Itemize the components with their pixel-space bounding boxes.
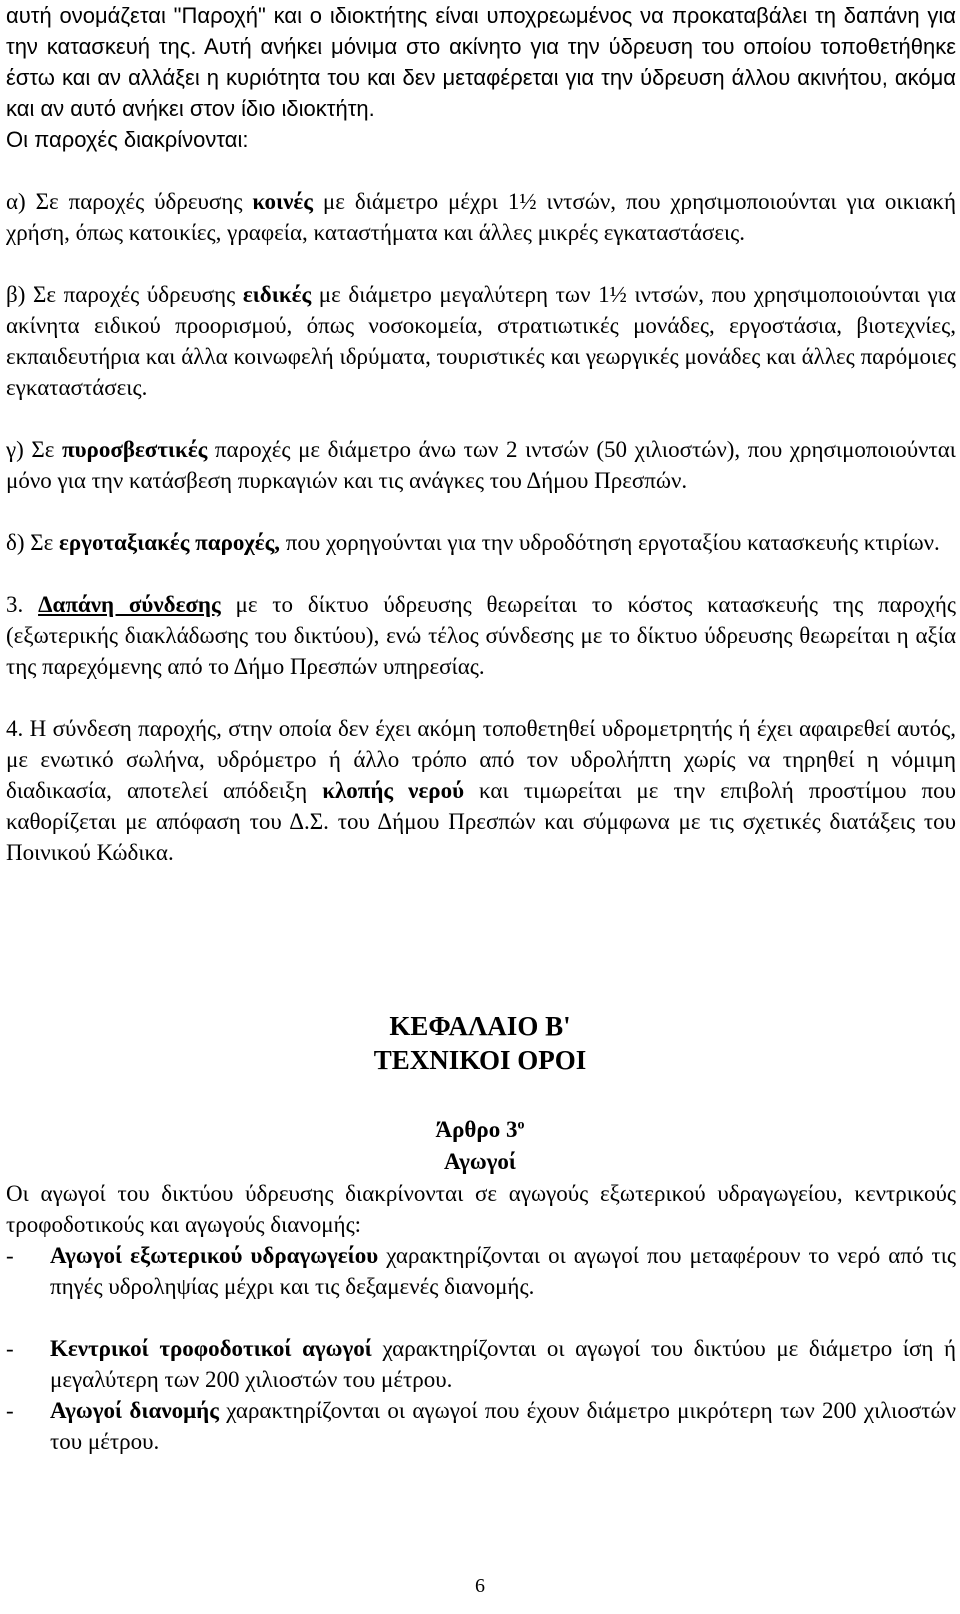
article-title: Αγωγοί [443, 1149, 517, 1174]
type-d-rest: που χορηγούνται για την υδροδότηση εργοταξίου κατασκευής κτιρίων. [280, 530, 940, 555]
item-4-prefix: 4. Η σύνδεση παροχής, στην οποία δεν έχει ακόμη τοποθετηθεί υδρομετρητής ή έχει αφαιρεθεί αυτός, με ενωτικό σωλήνα, υδρόμετρο ή άλλο τρόπο από τον υδρολήπτη χωρίς να τηρηθεί η νόμιμη διαδικασία, αποτελεί απόδειξη [6, 716, 956, 803]
item-4-bold: κλοπής νερού [322, 778, 465, 803]
page-number: 6 [475, 1575, 485, 1597]
bullet-item [6, 1240, 956, 1302]
type-a-rest: με διάμετρο μέχρι 1½ ιντσών, που χρησιμοποιούνται για οικιακή χρήση, όπως κατοικίες, γραφεία, καταστήματα και άλλες μικρές εγκαταστάσεις. [6, 189, 957, 245]
article-heading [0, 1114, 960, 1145]
bullet-bold: Αγωγοί διανομής [50, 1398, 219, 1423]
item-4-paragraph [6, 713, 956, 868]
bullet-dash: - [6, 1398, 14, 1423]
bullet-rest: χαρακτηρίζονται οι αγωγοί που έχουν διάμετρο μικρότερη των 200 χιλιοστών του μέτρου. [50, 1398, 956, 1454]
type-d-bold: εργοταξιακές παροχές, [59, 530, 281, 555]
type-c-bold: πυροσβεστικές [62, 437, 208, 462]
bullet-text [50, 1395, 956, 1457]
bullet-text [50, 1240, 956, 1302]
types-intro-text: Οι παροχές διακρίνονται: [6, 127, 249, 152]
type-d-prefix: δ) Σε [6, 530, 60, 555]
type-b-rest: με διάμετρο μεγαλύτερη των 1½ ιντσών, που χρησιμοποιούνται για ακίνητα ειδικού προορισμού, όπως νοσοκομεία, στρατιωτικές μονάδες, εργοστάσια, βιοτεχνίες, εκπαιδευτήρια και άλλα κοινωφελή ιδρύματα, τουριστικές και γεωργικές μονάδες και άλλες παρόμοιες εγκαταστάσεις. [6, 282, 956, 400]
type-c-prefix: γ) Σε [6, 437, 62, 462]
bullet-dash: - [6, 1336, 14, 1361]
type-b-bold: ειδικές [242, 282, 312, 307]
type-b-prefix: β) Σε παροχές ύδρευσης [6, 282, 243, 307]
bullet-rest: χαρακτηρίζονται οι αγωγοί του δικτύου με διάμετρο ίση ή μεγαλύτερη των 200 χιλιοστών του μέτρου. [50, 1336, 956, 1392]
item-3-paragraph [6, 589, 956, 682]
bullet-rest: χαρακτηρίζονται οι αγωγοί που μεταφέρουν το νερό από τις πηγές υδροληψίας μέχρι και τις δεξαμενές διανομής. [50, 1243, 956, 1299]
chapter-title: ΤΕΧΝΙΚΟΙ ΟΡΟΙ [373, 1045, 587, 1075]
article-ordinal: ο [517, 1117, 525, 1133]
type-c-rest: παροχές με διάμετρο άνω των 2 ιντσών (50 χιλιοστών), που χρησιμοποιούνται μόνο για την κατάσβεση πυρκαγιών και τις ανάγκες του Δήμου Πρεσπών. [6, 437, 956, 493]
type-a-paragraph [6, 186, 956, 248]
chapter-number: ΚΕΦΑΛΑΙΟ Β' [389, 1011, 571, 1041]
type-a-bold: κοινές [252, 189, 313, 214]
type-c-paragraph [6, 434, 956, 496]
item-4-rest: και τιμωρείται με την επιβολή προστίμου που καθορίζεται με απόφαση του Δ.Σ. του Δήμου Πρεσπών και σύμφωνα με τις σχετικές διατάξεις του Ποινικού Κώδικα. [6, 778, 956, 865]
type-b-paragraph [6, 279, 956, 403]
item-3-bold: Δαπάνη σύνδεσης [38, 592, 221, 617]
bullet-item [6, 1395, 956, 1457]
type-a-prefix: α) Σε παροχές ύδρευσης [6, 189, 253, 214]
bullet-dash: - [6, 1243, 14, 1268]
bullet-bold: Αγωγοί εξωτερικού υδραγωγείου [50, 1243, 379, 1268]
article-label: Άρθρο 3 [435, 1117, 518, 1142]
article-intro-paragraph: Οι αγωγοί του δικτύου ύδρευσης διακρίνονται σε αγωγούς εξωτερικού υδραγωγείου, κεντρικούς τροφοδοτικούς και αγωγούς διανομής: [6, 1181, 956, 1237]
type-d-paragraph [6, 527, 956, 558]
intro-text: αυτή ονομάζεται "Παροχή" και ο ιδιοκτήτης είναι υποχρεωμένος να προκαταβάλει τη δαπάνη για την κατασκευή της. Αυτή ανήκει μόνιμα στο ακίνητο για την ύδρευση του οποίου τοποθετήθηκε έστω και αν αλλάξει η κυριότητα του και δεν μεταφέρεται για την ύδρευση άλλου ακινήτου, ακόμα και αν αυτό ανήκει στον ίδιο ιδιοκτήτη. [6, 3, 956, 121]
item-3-rest: με το δίκτυο ύδρευσης θεωρείται το κόστος κατασκευής της παροχής (εξωτερικής διακλάδωσης του δικτύου), ενώ τέλος σύνδεσης με το δίκτυο ύδρευσης θεωρείται η αξία της παρεχόμενης από το Δήμο Πρεσπών υπηρεσίας. [6, 592, 957, 679]
intro-paragraph [6, 0, 956, 155]
item-3-prefix: 3. [6, 592, 39, 617]
bullet-bold: Κεντρικοί τροφοδοτικοί αγωγοί [50, 1336, 372, 1361]
bullet-text [50, 1333, 956, 1395]
bullet-item [6, 1333, 956, 1395]
